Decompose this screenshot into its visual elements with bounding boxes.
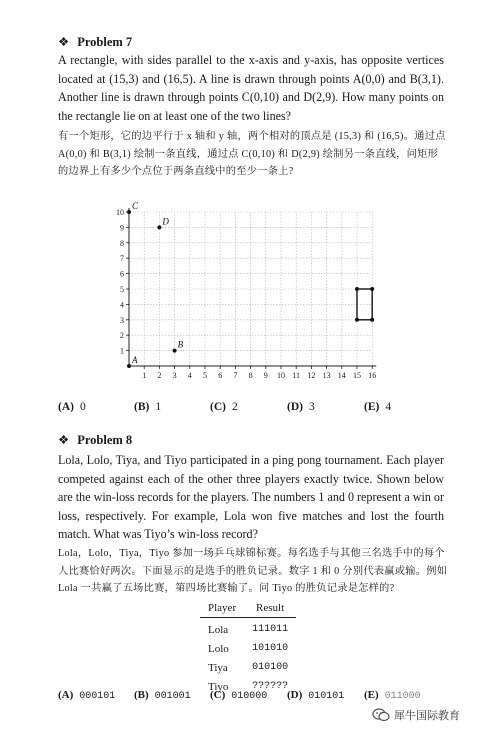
- y-tick-label: 6: [120, 269, 124, 279]
- table-row: [200, 639, 296, 658]
- problem-8-choices: [58, 689, 458, 705]
- player-name: Tiya: [208, 661, 228, 674]
- choice-a[interactable]: (A) 0: [58, 401, 86, 413]
- point-c: [127, 210, 131, 214]
- player-result: ??????: [252, 681, 289, 692]
- x-tick-label: 2: [157, 371, 162, 380]
- choice-d[interactable]: (D) 3: [287, 401, 315, 413]
- y-tick-label: 10: [116, 208, 124, 217]
- y-tick-label: 9: [120, 223, 124, 233]
- problem-7-statement: A rectangle, with sides parallel to the x-axis and y-axis, has opposite vertices located at (15,3) and (16,5). A line is drawn through points A(0,0) and B(3,1). Another line is drawn through points C(0,10) and D(2,9). How many points on the rectangle lie on at least one of the two lines?: [58, 53, 444, 123]
- table-row: [200, 618, 296, 640]
- player-name: Tiyo: [208, 680, 229, 693]
- choice-c[interactable]: (C) 010000: [210, 689, 268, 702]
- choice-b[interactable]: (B) 1: [134, 401, 162, 413]
- x-tick-label: 11: [292, 371, 301, 380]
- rectangle-vertex: [370, 287, 374, 291]
- watermark-text: 犀牛国际教育: [394, 710, 460, 722]
- problem-7-title: [58, 34, 132, 50]
- choice-e[interactable]: (E) 011000: [364, 689, 421, 702]
- point-label-a: A: [132, 355, 138, 365]
- rectangle-vertex: [370, 318, 374, 322]
- player-name: Lolo: [208, 642, 229, 655]
- y-tick-label: 5: [120, 285, 124, 294]
- x-tick-label: 9: [263, 371, 268, 380]
- player-result: 010100: [252, 662, 289, 673]
- problem-7-choices: [58, 401, 458, 417]
- x-tick-label: 13: [322, 371, 331, 380]
- col-header-result: Result: [244, 600, 296, 618]
- x-tick-label: 4: [187, 371, 192, 380]
- x-tick-label: 15: [353, 371, 361, 380]
- choice-a[interactable]: (A) 000101: [58, 689, 116, 702]
- y-tick-label: 3: [120, 315, 124, 325]
- x-tick-label: 10: [277, 371, 285, 380]
- x-tick-label: 16: [368, 371, 377, 380]
- problem-8-title: [58, 432, 132, 448]
- diamond-icon: ❖: [58, 433, 70, 447]
- x-tick-label: 14: [337, 371, 346, 380]
- x-tick-label: 7: [233, 371, 238, 380]
- y-tick-label: 8: [120, 238, 124, 248]
- table-row: [200, 658, 296, 677]
- x-tick-label: 12: [307, 371, 316, 380]
- point-label-b: B: [177, 339, 184, 350]
- rectangle-vertex: [355, 318, 359, 322]
- diamond-icon: ❖: [58, 35, 70, 49]
- win-loss-table: [200, 600, 296, 696]
- y-tick-label: 1: [120, 346, 124, 356]
- player-result: 101010: [252, 643, 289, 654]
- rectangle-vertex: [355, 287, 359, 291]
- choice-e[interactable]: (E) 4: [364, 401, 392, 413]
- y-tick-label: 4: [120, 300, 124, 310]
- coordinate-grid-figure: [105, 192, 395, 384]
- problem-8-title-text: Problem 8: [77, 433, 133, 447]
- choice-d[interactable]: (D) 010101: [287, 689, 345, 702]
- player-result: 111011: [252, 624, 289, 635]
- watermark: [372, 707, 460, 725]
- point-a: [127, 364, 131, 368]
- choice-c[interactable]: (C) 2: [210, 401, 238, 413]
- point-d: [157, 225, 161, 229]
- col-header-player: Player: [200, 600, 244, 618]
- x-tick-label: 1: [142, 371, 147, 380]
- wechat-icon: [372, 708, 390, 725]
- y-tick-label: 7: [120, 254, 124, 264]
- problem-8-statement: Lola, Lolo, Tiya, and Tiyo participated in a ping pong tournament. Each player competed against each of the other three players exactly twice. Shown below are the win-loss records for the players. The numbers 1 and 0 represent a win or loss, respectively. For example, Lola won five matches and lost the fourth match. What was Tiyo’s win-loss record?: [58, 453, 444, 541]
- point-b: [173, 349, 177, 353]
- y-tick-label: 2: [120, 331, 124, 341]
- problem-7-title-text: Problem 7: [77, 35, 133, 49]
- point-label-d: D: [162, 216, 169, 227]
- x-tick-label: 5: [203, 371, 207, 380]
- problem-7-statement-cn: 有一个矩形，它的边平行于 x 轴和 y 轴，两个相对的顶点是 (15,3) 和 (16,5)。通过点 A(0,0) 和 B(3,1) 绘制一条直线，通过点 C(0,10) 和 D(2,9) 绘制另一条直线，问矩形的边界上有多少个点位于两条直线中的至少一条上?: [58, 131, 446, 177]
- x-tick-label: 8: [248, 371, 253, 380]
- problem-8-statement-cn: Lola，Lolo，Tiya，Tiyo 参加一场乒乓球锦标赛。每名选手与其他三名选手中的每个人比赛恰好两次。下面显示的是选手的胜负记录。数字 1 和 0 分别代表赢或输。例如 Lola 一共赢了五场比赛，第四场比赛输了。问 Tiyo 的胜负记录是怎样的?: [58, 548, 448, 594]
- choice-b[interactable]: (B) 001001: [134, 689, 191, 702]
- x-tick-label: 3: [172, 371, 177, 380]
- player-name: Lola: [208, 623, 229, 636]
- x-tick-label: 6: [218, 371, 223, 380]
- point-label-c: C: [132, 201, 139, 211]
